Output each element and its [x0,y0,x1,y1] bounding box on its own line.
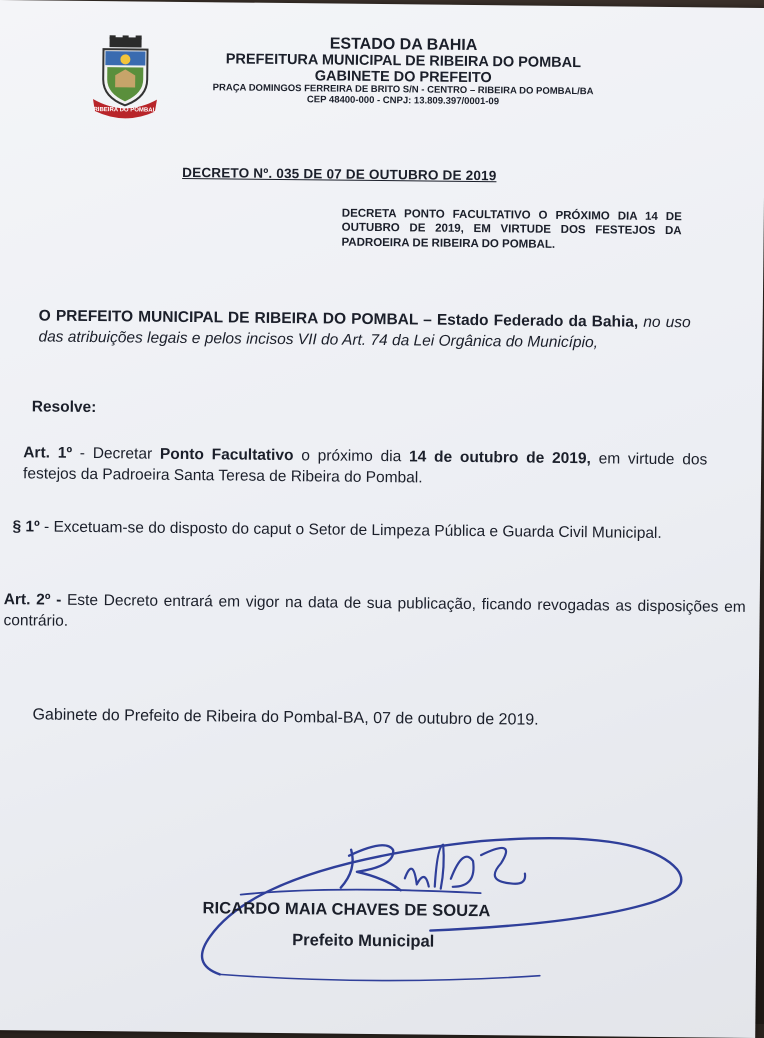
address-line: PRAÇA DOMINGOS FERREIRA DE BRITO S/N - CENTRO – RIBEIRA DO POMBAL/BA [212,82,594,98]
paragraph-1-label: § 1º [12,518,40,536]
preamble-rest: no uso das atribuições legais e pelos incisos VII do Art. 74 da Lei Orgânica do Município, [38,313,691,352]
preamble-lead: O PREFEITO MUNICIPAL DE RIBEIRA DO POMBAL – Estado Federado da Bahia, [38,307,639,331]
registry-line: CEP 48400-000 - CNPJ: 13.809.397/0001-09 [306,94,500,108]
prefecture-name: PREFEITURA MUNICIPAL DE RIBEIRA DO POMBAL [225,50,582,71]
decree-title: DECRETO Nº. 035 DE 07 DE OUTUBRO DE 2019 [182,164,497,184]
signer-name: RICARDO MAIA CHAVES DE SOUZA [202,899,491,921]
article-1-bold-1: Ponto Facultativo [159,445,294,465]
article-1-text-2: o próximo dia [293,447,410,466]
letterhead [163,34,644,109]
preamble-paragraph [38,305,690,355]
municipal-crest-icon [93,35,158,120]
crest-banner-text: RIBEIRA DO POMBAL [93,107,157,114]
article-1-text-3: em virtude dos festejos da Padroeira Santa Teresa de Ribeira do Pombal. [22,450,708,487]
article-1 [23,442,707,492]
state-name: ESTADO DA BAHIA [329,35,478,55]
article-2-text: Este Decreto entrará em vigor na data de sua publicação, ficando revogadas as disposições em contrário. [3,591,746,631]
office-name: GABINETE DO PREFEITO [314,67,492,86]
article-1-bold-2: 14 de outubro de 2019, [408,448,591,468]
closing-line: Gabinete do Prefeito de Ribeira do Pombal-BA, 07 de outubro de 2019. [32,706,539,729]
signer-role: Prefeito Municipal [292,931,435,951]
article-2 [3,589,745,640]
decree-summary: DECRETA PONTO FACULTATIVO O PRÓXIMO DIA 14 DE OUTUBRO DE 2019, EM VIRTUDE DOS FESTEJOS DA PADROEIRA DE RIBEIRA DO POMBAL. [341,207,682,251]
paragraph-1-text: - Excetuam-se do disposto do caput o Setor de Limpeza Pública e Guarda Civil Municipal. [39,518,662,542]
paragraph-1 [12,516,722,545]
article-1-text-1: - Decretar [71,444,161,463]
resolve-heading: Resolve: [31,398,97,417]
article-1-label: Art. 1º [23,444,73,462]
article-2-label: Art. 2º - [3,591,62,609]
